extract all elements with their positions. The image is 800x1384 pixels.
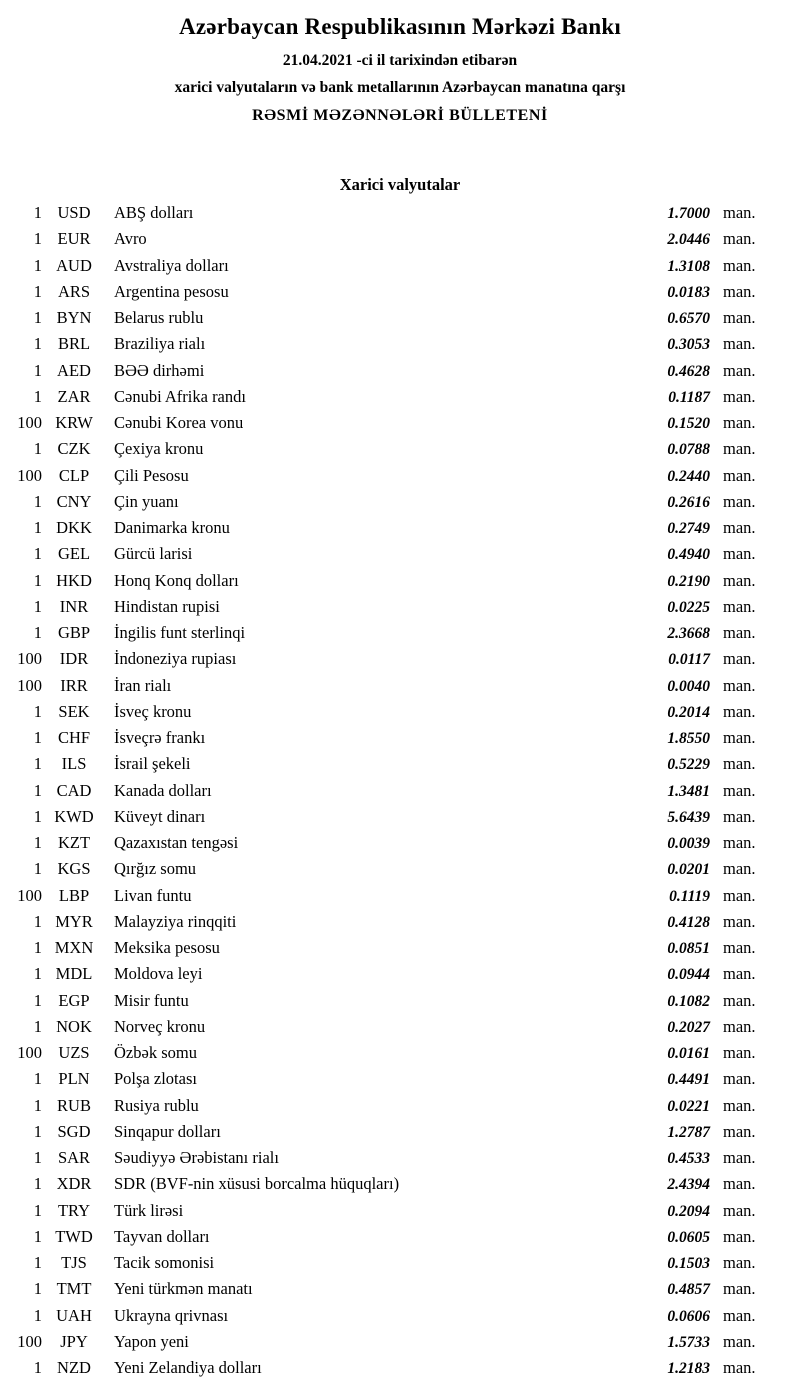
quantity-cell: 1 [33, 203, 42, 222]
unit-label-cell: man. [723, 938, 756, 957]
unit-label-cell: man. [723, 1121, 756, 1141]
currency-name-cell: İndoneziya rupiası [114, 649, 237, 669]
currency-name-cell: İran rialı [114, 675, 172, 695]
quantity-cell: 1 [33, 911, 42, 931]
table-row [0, 807, 800, 833]
unit-label-cell: man. [723, 203, 756, 222]
rate-value-cell: 1.2787 [667, 1123, 710, 1141]
rate-value-cell: 2.4394 [667, 1176, 710, 1194]
currency-name-cell: Qazaxıstan tengəsi [114, 833, 239, 852]
currency-code-cell: NOK [56, 1016, 92, 1036]
currency-code-cell: UZS [58, 1043, 90, 1062]
unit-label-cell: man. [723, 465, 756, 485]
subject-line: xarici valyutaların və bank metallarının Azərbaycan manatına qarşı [174, 79, 626, 96]
table-row [0, 282, 800, 308]
quantity-cell: 1 [33, 1358, 42, 1377]
currency-name-cell: Özbək somu [114, 1043, 197, 1062]
currency-code-cell: KWD [54, 806, 94, 826]
currency-code-cell: AUD [56, 255, 92, 275]
table-row [0, 203, 800, 229]
unit-label-cell: man. [723, 728, 756, 747]
currency-code-cell: SGD [57, 1121, 91, 1141]
unit-label-cell: man. [723, 413, 756, 432]
unit-label-cell: man. [723, 1148, 756, 1167]
rate-value-cell: 0.1119 [669, 887, 710, 905]
table-row [0, 387, 800, 413]
table-row [0, 1148, 800, 1174]
unit-label-cell: man. [723, 780, 756, 800]
effective-date-line: 21.04.2021 -ci il tarixindən etibarən [282, 52, 518, 69]
unit-label-cell: man. [723, 1069, 756, 1089]
currency-name-cell: Ukrayna qrivnası [114, 1305, 229, 1325]
rate-value-cell: 0.1520 [667, 415, 710, 432]
table-row [0, 492, 800, 518]
table-row [0, 544, 800, 570]
currency-name-cell: Tayvan dolları [114, 1226, 210, 1246]
currency-name-cell: Kanada dolları [114, 780, 212, 800]
currency-code-cell: NZD [57, 1358, 91, 1377]
table-row [0, 623, 800, 649]
quantity-cell: 1 [33, 1069, 42, 1089]
table-row [0, 676, 800, 702]
quantity-cell: 1 [33, 596, 42, 616]
unit-label-cell: man. [723, 623, 756, 642]
currency-name-cell: Yeni türkmən manatı [114, 1279, 253, 1299]
quantity-cell: 1 [33, 386, 42, 406]
currency-name-cell: Livan funtu [114, 885, 192, 905]
currency-code-cell: GEL [57, 544, 91, 564]
table-row [0, 413, 800, 439]
rate-value-cell: 0.0944 [667, 966, 710, 984]
currency-name-cell: Sinqapur dolları [114, 1121, 221, 1141]
currency-code-cell: ARS [57, 281, 91, 301]
currency-code-cell: SEK [58, 701, 90, 721]
quantity-cell: 100 [17, 885, 42, 905]
quantity-cell: 1 [33, 754, 42, 774]
quantity-cell: 1 [33, 1016, 42, 1036]
table-row [0, 833, 800, 859]
table-row [0, 361, 800, 387]
currency-name-cell: İsveç kronu [114, 701, 192, 721]
table-row [0, 728, 800, 754]
rate-value-cell: 0.0851 [667, 940, 710, 957]
rate-value-cell: 0.0039 [667, 835, 710, 852]
quantity-cell: 1 [33, 229, 42, 249]
unit-label-cell: man. [723, 885, 756, 905]
quantity-cell: 1 [33, 990, 42, 1010]
quantity-cell: 1 [33, 806, 42, 826]
quantity-cell: 1 [33, 281, 42, 301]
currency-code-cell: CAD [56, 780, 92, 800]
quantity-cell: 1 [33, 780, 42, 800]
table-row [0, 1358, 800, 1384]
table-row [0, 938, 800, 964]
table-row [0, 334, 800, 360]
rate-value-cell: 0.0221 [667, 1097, 710, 1115]
rate-value-cell: 0.2440 [667, 467, 710, 485]
quantity-cell: 1 [33, 544, 42, 564]
table-row [0, 886, 800, 912]
section-title-foreign-currencies: Xarici valyutalar [339, 175, 461, 194]
table-row [0, 571, 800, 597]
quantity-cell: 100 [17, 1331, 42, 1351]
currency-code-cell: ILS [61, 754, 87, 774]
currency-code-cell: EGP [58, 990, 90, 1010]
currency-name-cell: Danimarka kronu [114, 518, 230, 537]
quantity-cell: 1 [33, 1174, 42, 1194]
rate-value-cell: 0.0788 [667, 441, 710, 459]
table-row [0, 1174, 800, 1200]
currency-name-cell: Braziliya rialı [114, 334, 206, 354]
currency-code-cell: IRR [60, 675, 88, 695]
rate-value-cell: 0.2094 [667, 1202, 710, 1220]
unit-label-cell: man. [723, 518, 756, 537]
unit-label-cell: man. [723, 1016, 756, 1036]
quantity-cell: 1 [33, 859, 42, 879]
currency-code-cell: CNY [56, 491, 92, 511]
table-row [0, 597, 800, 623]
quantity-cell: 1 [33, 1148, 42, 1167]
rate-value-cell: 0.0183 [667, 283, 710, 301]
table-row [0, 1201, 800, 1227]
currency-name-cell: Norveç kronu [114, 1016, 206, 1036]
currency-name-cell: Avro [114, 229, 147, 249]
table-row [0, 518, 800, 544]
bank-name-title: Azərbaycan Respublikasının Mərkəzi Bankı [179, 14, 621, 39]
quantity-cell: 1 [33, 518, 42, 537]
unit-label-cell: man. [723, 1095, 756, 1115]
quantity-cell: 1 [33, 623, 42, 642]
rate-value-cell: 0.2014 [667, 703, 710, 721]
rate-value-cell: 1.2183 [667, 1360, 710, 1377]
currency-code-cell: BYN [56, 308, 92, 327]
currency-name-cell: Səudiyyə Ərəbistanı rialı [114, 1148, 279, 1167]
unit-label-cell: man. [723, 1226, 756, 1246]
currency-code-cell: KGS [57, 859, 91, 879]
unit-label-cell: man. [723, 1279, 756, 1299]
rate-value-cell: 1.3481 [667, 782, 710, 800]
table-row [0, 1069, 800, 1095]
rate-value-cell: 0.0040 [667, 677, 710, 695]
table-row [0, 991, 800, 1017]
rate-value-cell: 0.4128 [667, 913, 710, 931]
unit-label-cell: man. [723, 255, 756, 275]
currency-name-cell: Hindistan rupisi [114, 596, 220, 616]
unit-label-cell: man. [723, 1358, 756, 1377]
currency-name-cell: İngilis funt sterlinqi [114, 623, 246, 642]
unit-label-cell: man. [723, 675, 756, 695]
rate-value-cell: 0.2027 [667, 1018, 710, 1036]
rate-value-cell: 0.0161 [667, 1045, 710, 1062]
currency-name-cell: SDR (BVF-nin xüsusi borcalma hüquqları) [114, 1174, 400, 1194]
currency-code-cell: TWD [55, 1226, 93, 1246]
unit-label-cell: man. [723, 1331, 756, 1351]
unit-label-cell: man. [723, 859, 756, 879]
currency-code-cell: GBP [57, 623, 91, 642]
table-row [0, 1017, 800, 1043]
unit-label-cell: man. [723, 596, 756, 616]
rate-value-cell: 0.1082 [667, 992, 710, 1010]
rate-value-cell: 1.3108 [667, 257, 710, 275]
quantity-cell: 1 [33, 255, 42, 275]
currency-code-cell: LBP [58, 885, 90, 905]
rate-value-cell: 0.4628 [667, 362, 710, 380]
currency-name-cell: İsrail şekeli [114, 754, 191, 774]
currency-name-cell: Tacik somonisi [114, 1253, 215, 1272]
unit-label-cell: man. [723, 491, 756, 511]
table-row [0, 439, 800, 465]
unit-label-cell: man. [723, 964, 756, 984]
unit-label-cell: man. [723, 439, 756, 459]
unit-label-cell: man. [723, 570, 756, 590]
currency-name-cell: BƏƏ dirhəmi [114, 360, 205, 380]
rate-value-cell: 0.5229 [667, 756, 710, 774]
table-row [0, 781, 800, 807]
quantity-cell: 1 [33, 1226, 42, 1246]
currency-name-cell: Malayziya rinqqiti [114, 911, 237, 931]
quantity-cell: 1 [33, 701, 42, 721]
unit-label-cell: man. [723, 911, 756, 931]
quantity-cell: 1 [33, 439, 42, 459]
quantity-cell: 100 [17, 413, 42, 432]
quantity-cell: 1 [33, 334, 42, 354]
currency-name-cell: Honq Konq dolları [114, 570, 239, 590]
unit-label-cell: man. [723, 334, 756, 354]
currency-code-cell: UAH [56, 1305, 92, 1325]
currency-name-cell: Argentina pesosu [114, 281, 229, 301]
currency-name-cell: Belarus rublu [114, 308, 204, 327]
currency-code-cell: TJS [61, 1253, 87, 1272]
rate-value-cell: 0.4491 [667, 1071, 710, 1089]
table-row [0, 859, 800, 885]
quantity-cell: 100 [17, 465, 42, 485]
currency-code-cell: CHF [57, 728, 91, 747]
quantity-cell: 1 [33, 1305, 42, 1325]
currency-name-cell: Meksika pesosu [114, 938, 220, 957]
currency-name-cell: Küveyt dinarı [114, 806, 206, 826]
currency-name-cell: Misir funtu [114, 990, 189, 1010]
unit-label-cell: man. [723, 386, 756, 406]
currency-name-cell: Çin yuanı [114, 491, 179, 511]
table-row [0, 1253, 800, 1279]
currency-code-cell: IDR [59, 649, 89, 669]
unit-label-cell: man. [723, 544, 756, 564]
currency-name-cell: Polşa zlotası [114, 1069, 197, 1089]
table-row [0, 256, 800, 282]
unit-label-cell: man. [723, 806, 756, 826]
currency-name-cell: Türk lirəsi [114, 1200, 184, 1220]
quantity-cell: 1 [33, 308, 42, 327]
rate-value-cell: 0.4857 [667, 1281, 710, 1299]
quantity-cell: 1 [33, 728, 42, 747]
exchange-rates-table [0, 203, 800, 1384]
unit-label-cell: man. [723, 1174, 756, 1194]
currency-name-cell: Yapon yeni [114, 1331, 189, 1351]
currency-name-cell: Çexiya kronu [114, 439, 204, 459]
currency-code-cell: MXN [54, 938, 94, 957]
currency-code-cell: MDL [55, 964, 93, 984]
unit-label-cell: man. [723, 701, 756, 721]
unit-label-cell: man. [723, 1043, 756, 1062]
rate-value-cell: 0.0606 [667, 1307, 710, 1325]
table-row [0, 308, 800, 334]
unit-label-cell: man. [723, 1200, 756, 1220]
currency-code-cell: RUB [57, 1095, 91, 1115]
currency-code-cell: CLP [58, 465, 90, 485]
rate-value-cell: 0.6570 [667, 310, 710, 327]
unit-label-cell: man. [723, 1253, 756, 1272]
quantity-cell: 1 [33, 1095, 42, 1115]
quantity-cell: 100 [17, 1043, 42, 1062]
currency-code-cell: AED [57, 360, 91, 380]
rate-value-cell: 0.0201 [667, 861, 710, 879]
rate-value-cell: 1.7000 [667, 205, 710, 222]
rate-value-cell: 0.4940 [667, 546, 710, 564]
currency-name-cell: Qırğız somu [114, 859, 197, 879]
currency-name-cell: Cənubi Korea vonu [114, 413, 244, 432]
currency-code-cell: DKK [56, 518, 92, 537]
quantity-cell: 1 [33, 360, 42, 380]
quantity-cell: 1 [33, 1279, 42, 1299]
rate-value-cell: 0.2616 [667, 493, 710, 511]
table-row [0, 229, 800, 255]
unit-label-cell: man. [723, 990, 756, 1010]
currency-code-cell: INR [59, 596, 89, 616]
currency-code-cell: ZAR [57, 386, 91, 406]
currency-code-cell: HKD [56, 570, 92, 590]
quantity-cell: 1 [33, 1121, 42, 1141]
unit-label-cell: man. [723, 281, 756, 301]
currency-code-cell: CZK [57, 439, 91, 459]
rate-value-cell: 0.2190 [667, 572, 710, 590]
table-row [0, 1279, 800, 1305]
quantity-cell: 100 [17, 675, 42, 695]
rate-value-cell: 0.0117 [668, 651, 710, 669]
table-row [0, 649, 800, 675]
rate-value-cell: 0.1187 [668, 388, 710, 406]
table-row [0, 1043, 800, 1069]
quantity-cell: 1 [33, 938, 42, 957]
quantity-cell: 1 [33, 1200, 42, 1220]
rate-value-cell: 0.0605 [667, 1228, 710, 1246]
currency-code-cell: MYR [55, 911, 93, 931]
rate-value-cell: 1.5733 [667, 1333, 710, 1351]
document-header [0, 14, 800, 125]
quantity-cell: 1 [33, 491, 42, 511]
table-row [0, 702, 800, 728]
bulletin-title: RƏSMİ MƏZƏNNƏLƏRİ BÜLLETENİ [252, 107, 548, 124]
rate-value-cell: 0.1503 [667, 1255, 710, 1272]
quantity-cell: 100 [17, 649, 42, 669]
currency-name-cell: ABŞ dolları [114, 203, 194, 222]
currency-name-cell: Gürcü larisi [114, 544, 193, 564]
currency-code-cell: USD [57, 203, 91, 222]
currency-code-cell: TRY [57, 1200, 91, 1220]
currency-name-cell: Cənubi Afrika randı [114, 386, 246, 406]
rate-value-cell: 2.0446 [667, 231, 710, 249]
currency-code-cell: JPY [60, 1331, 88, 1351]
unit-label-cell: man. [723, 308, 756, 327]
currency-name-cell: İsveçrə frankı [114, 728, 206, 747]
unit-label-cell: man. [723, 649, 756, 669]
currency-code-cell: KZT [57, 833, 91, 852]
rate-value-cell: 0.3053 [667, 336, 710, 354]
table-row [0, 1227, 800, 1253]
table-row [0, 754, 800, 780]
currency-name-cell: Moldova leyi [114, 964, 203, 984]
currency-code-cell: EUR [57, 229, 91, 249]
table-row [0, 1096, 800, 1122]
rate-value-cell: 5.6439 [667, 808, 710, 826]
rate-value-cell: 0.2749 [667, 520, 710, 537]
rate-value-cell: 1.8550 [667, 730, 710, 747]
table-row [0, 1332, 800, 1358]
rate-value-cell: 0.0225 [667, 598, 710, 616]
quantity-cell: 1 [33, 1253, 42, 1272]
currency-code-cell: PLN [58, 1069, 90, 1089]
unit-label-cell: man. [723, 360, 756, 380]
unit-label-cell: man. [723, 1305, 756, 1325]
currency-name-cell: Rusiya rublu [114, 1095, 199, 1115]
table-row [0, 1306, 800, 1332]
unit-label-cell: man. [723, 229, 756, 249]
rate-value-cell: 2.3668 [667, 625, 710, 642]
currency-code-cell: KRW [55, 413, 93, 432]
currency-name-cell: Yeni Zelandiya dolları [114, 1358, 262, 1377]
table-row [0, 912, 800, 938]
table-row [0, 1122, 800, 1148]
table-row [0, 964, 800, 990]
quantity-cell: 1 [33, 833, 42, 852]
currency-code-cell: BRL [57, 334, 91, 354]
currency-name-cell: Avstraliya dolları [114, 255, 229, 275]
currency-name-cell: Çili Pesosu [114, 465, 189, 485]
unit-label-cell: man. [723, 754, 756, 774]
currency-code-cell: XDR [56, 1174, 92, 1194]
currency-code-cell: TMT [56, 1279, 92, 1299]
quantity-cell: 1 [33, 964, 42, 984]
table-row [0, 466, 800, 492]
unit-label-cell: man. [723, 833, 756, 852]
currency-code-cell: SAR [57, 1148, 91, 1167]
quantity-cell: 1 [33, 570, 42, 590]
rate-value-cell: 0.4533 [667, 1150, 710, 1167]
